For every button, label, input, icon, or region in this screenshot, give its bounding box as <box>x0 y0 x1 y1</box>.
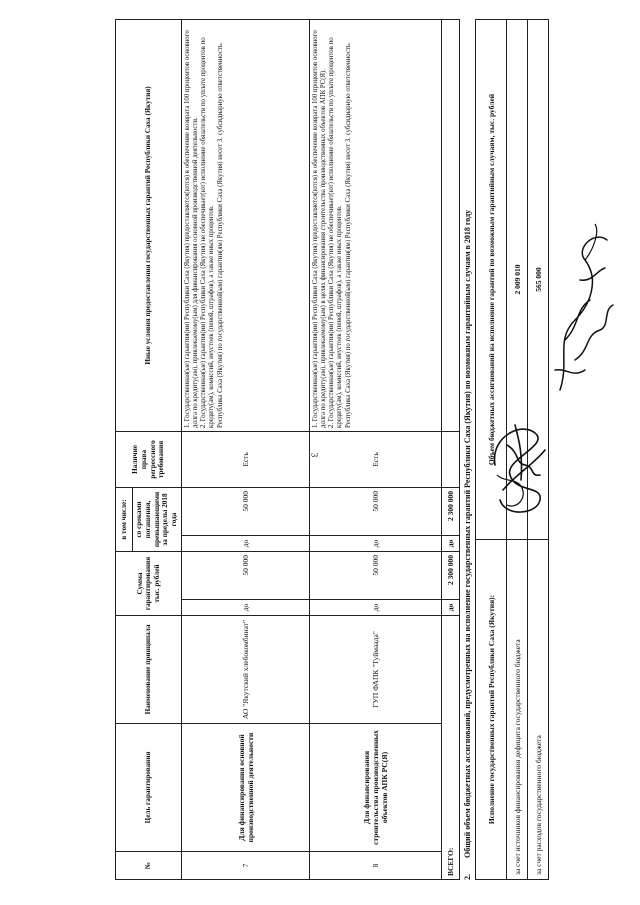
header-principal: Наименование принципала <box>116 616 182 724</box>
header-num: № <box>116 852 182 880</box>
budget-row-label: за счет источников финансирования дефицита государственного бюджета <box>507 540 528 880</box>
budget-header-left: Исполнение государственных гарантий Республики Саха (Якутия): <box>476 540 507 880</box>
total-empty <box>442 19 460 431</box>
row-principal: АО "Якутский хлебокомбинат" <box>182 616 310 724</box>
total-do: до <box>442 600 460 616</box>
header-regress: Наличие права регрессного требования <box>116 431 182 487</box>
row-do: до <box>182 536 310 552</box>
row-amount-after-2018: 50 000 <box>182 487 310 535</box>
page-number: 3 <box>309 452 320 458</box>
table-row <box>310 19 442 879</box>
condition-3: Республика Саха (Якутия) по государственной(ым) гарантии(ям) Республики Саха (Якутия) несет 3. субсидиарную ответственность. <box>216 42 224 428</box>
row-amount-after-2018: 50 000 <box>310 487 442 535</box>
row-num: 7 <box>182 852 310 880</box>
header-purpose: Цель гарантирования <box>116 724 182 852</box>
landscape-sheet <box>75 20 640 890</box>
section-2-heading <box>463 20 472 880</box>
total-amount: 2 300 000 <box>442 552 460 600</box>
section-title: Общий объем бюджетных ассигнований, предусмотренных на исполнение государственных гарантий Республики Саха (Якутия) по возможным гарантийным случаям в 2018 году <box>463 209 472 858</box>
condition-1: 1. Государственная(ые) гарантия(ии) Республики Саха (Якутия) предоставляется(ются) в обеспечение возврата 100 процентов основного долга по кредиту(ам), привлекаемому(ым) в целях финансирования строительства производственных объектов АПК РС(Я). <box>312 30 328 428</box>
row-amount: 50 000 <box>182 552 310 600</box>
signature-right <box>545 220 620 400</box>
signature-left <box>485 405 555 525</box>
row-amount: 50 000 <box>310 552 442 600</box>
row-conditions <box>310 19 442 431</box>
table-total-row <box>442 19 460 879</box>
header-other-conditions: Иные условия предоставления государственных гарантий Республики Саха (Якутия) <box>116 19 182 431</box>
condition-1: 1. Государственная(ые) гарантия(ии) Республики Саха (Якутия) предоставляется(ются) в обеспечение возврата 100 процентов основного долга по кредиту(ам), привлекаемому(ым) для финансирования основной производственной деятельности. <box>184 30 200 428</box>
header-amount: Сумма гарантирования тыс. рублей <box>116 552 182 616</box>
budget-row-label: за счет расходов государственного бюджета <box>528 540 549 880</box>
header-incl: в том числе: <box>116 487 133 551</box>
row-purpose: Для финансирования строительства производственных объектов АПК РС(Я) <box>310 724 442 852</box>
condition-2: 2. Государственная(ые) гарантия(ии) Республики Саха (Якутия) не обеспечивает(ют) исполнение обязательств по уплате процентов по кредиту(ам), комиссий, неустоек (пеней, штрафов), а также иных процентов. <box>328 37 344 428</box>
row-do: до <box>310 536 442 552</box>
budget-row-value: 565 000 <box>528 20 549 540</box>
condition-3: Республика Саха (Якутия) по государственной(ым) гарантии(ям) Республики Саха (Якутия) несет 3. субсидиарную ответственность. <box>344 42 352 428</box>
row-do: до <box>182 600 310 616</box>
total-label: ВСЕГО: <box>442 616 460 880</box>
row-conditions <box>182 19 310 431</box>
row-purpose: Для финансирования основной производственной деятельности <box>182 724 310 852</box>
row-principal: ГУП ФАПК "Туймаада" <box>310 616 442 724</box>
table-header-row <box>116 19 133 879</box>
section-number: 2. <box>463 874 472 880</box>
budget-header-right: Объем бюджетных ассигнований на исполнение гарантий по возможным гарантийным случаям, тыс. рублей <box>476 20 507 540</box>
total-do: до <box>442 536 460 552</box>
table-row <box>182 19 310 879</box>
condition-2: 2. Государственная(ые) гарантия(ии) Республики Саха (Якутия) не обеспечивает(ют) исполнение обязательств по уплате процентов по кредиту(ам), комиссий, неустоек (пеней, штрафов), а также иных процентов. <box>200 37 216 428</box>
guarantees-table <box>115 19 460 880</box>
row-regress: Есть <box>182 431 310 487</box>
row-do: до <box>310 600 442 616</box>
header-incl-sub: со сроками погашения, превышающими за пределы 2018 года <box>133 487 182 551</box>
total-amount-after-2018: 2 300 000 <box>442 487 460 535</box>
row-regress: Есть <box>310 431 442 487</box>
total-empty <box>442 431 460 487</box>
row-num: 8 <box>310 852 442 880</box>
budget-row-value: 2 009 010 <box>507 20 528 540</box>
